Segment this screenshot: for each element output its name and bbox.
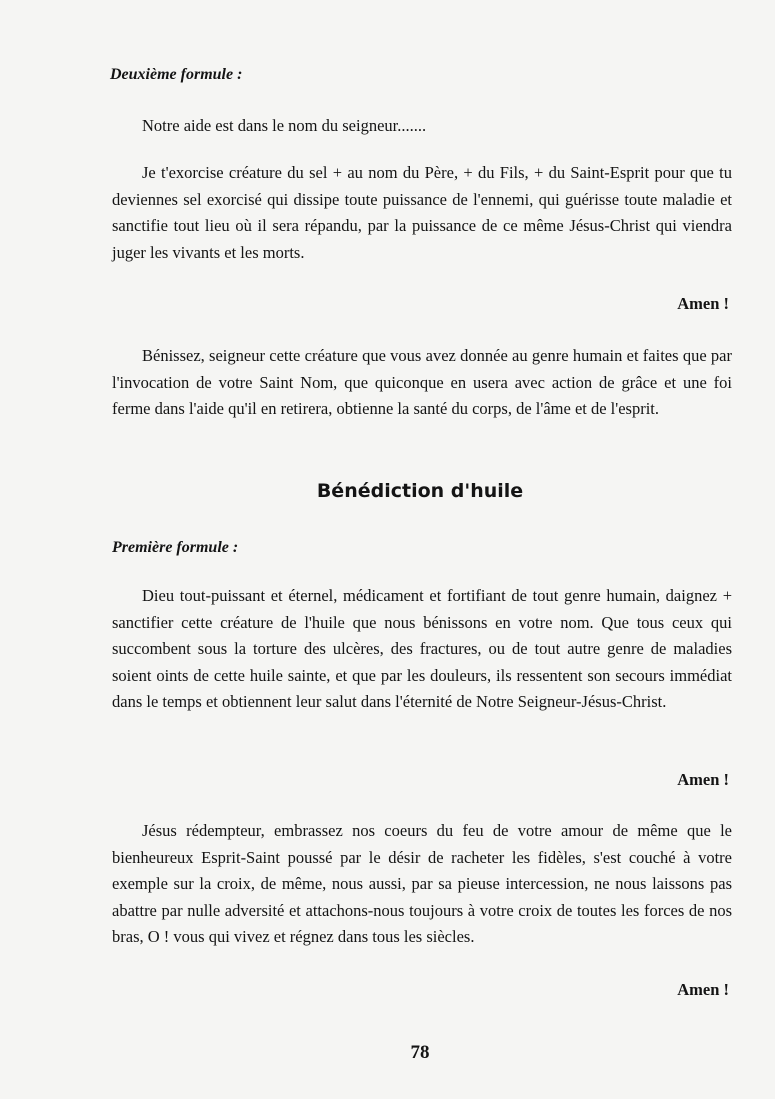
section-heading: Bénédiction d'huile (316, 480, 524, 502)
amen-2: Amen ! (677, 770, 729, 789)
second-formula-label: Deuxième formule : (110, 66, 243, 83)
oil-paragraph: Dieu tout-puissant et éternel, médicament et fortifiant de tout genre humain, daignez + sanctifier cette créature de l'huile que nous bénissons en votre nom. Que tous ceux qui succombent sous la torture des ulcères, des fractures, ou de tout autre genre de maladies soient oints de cette huile sainte, et que par les douleurs, ils ressentent son secours immédiat dans le temps et obtiennent leur salut dans l'éternité de Notre Seigneur-Jésus-Christ. (112, 586, 732, 711)
blessing-paragraph: Bénissez, seigneur cette créature que vous avez donnée au genre humain et faites que par l'invocation de votre Saint Nom, que quiconque en usera avec action de grâce et une foi ferme dans l'aide qu'il en retirera, obtienne la santé du corps, de l'âme et de l'esprit. (112, 346, 732, 418)
intro-line: Notre aide est dans le nom du seigneur....... (142, 116, 427, 135)
redeemer-paragraph: Jésus rédempteur, embrassez nos coeurs du feu de votre amour de même que le bienheureux Esprit-Saint poussé par le désir de racheter les fidèles, s'est couché à votre exemple sur la croix, de même, nous aussi, par sa pieuse intercession, ne nous laissons pas abattre par nulle adversité et attachons-nous toujours à votre croix de toutes les forces de nos bras, O ! vous qui vivez et régnez dans tous les siècles. (112, 821, 732, 946)
amen-3: Amen ! (677, 980, 729, 999)
first-formula-label: Première formule : (112, 539, 239, 556)
exorcism-paragraph: Je t'exorcise créature du sel + au nom du Père, + du Fils, + du Saint-Esprit pour que tu deviennes sel exorcisé qui dissipe toute puissance de l'ennemi, qui guérisse toute maladie et sanctifie tout lieu où il sera répandu, par la puissance de ce même Jésus-Christ qui viendra juger les vivants et les morts. (112, 163, 732, 262)
amen-1: Amen ! (677, 294, 729, 313)
page-number: 78 (410, 1042, 430, 1063)
